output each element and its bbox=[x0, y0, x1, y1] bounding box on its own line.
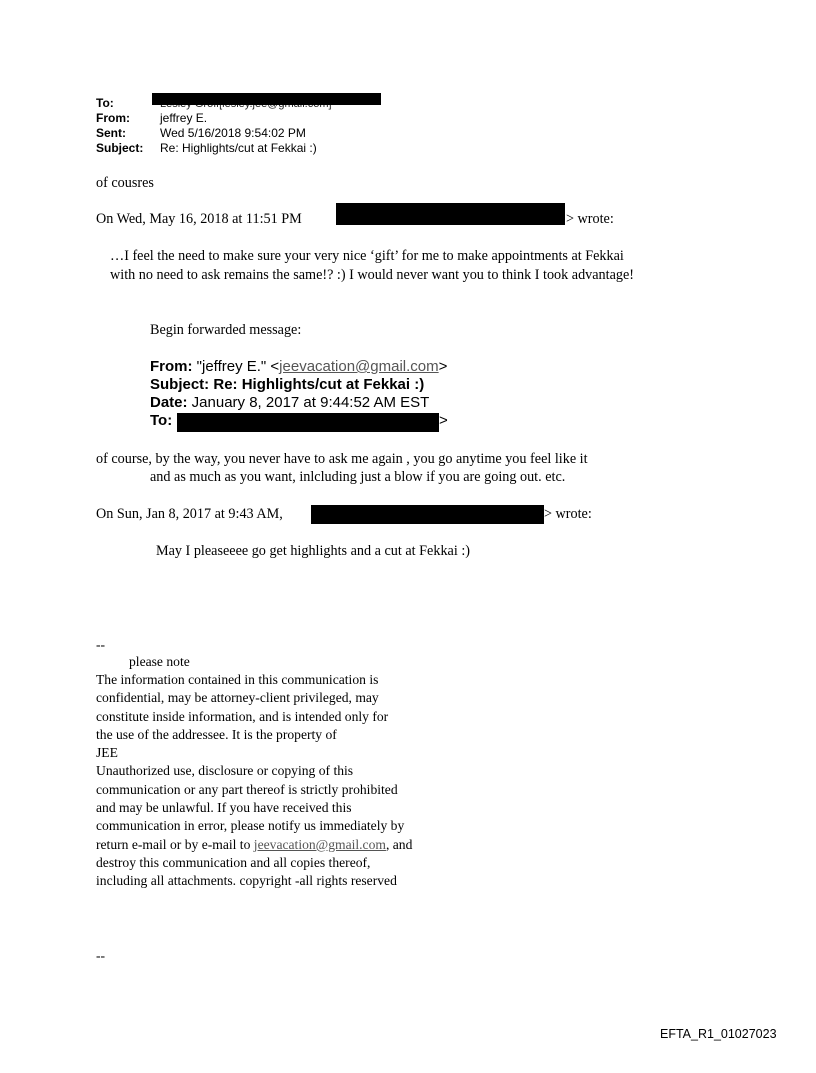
forwarded-to-row bbox=[150, 412, 172, 429]
forwarded-from-label: From: bbox=[150, 358, 193, 375]
disclaimer-line: destroy this communication and all copies thereof, bbox=[96, 854, 371, 870]
disclaimer-line: communication or any part thereof is strictly prohibited bbox=[96, 781, 398, 797]
forwarded-subject-value: Re: Highlights/cut at Fekkai :) bbox=[209, 376, 425, 393]
disclaimer-email-link[interactable]: jeevacation@gmail.com bbox=[253, 836, 386, 852]
header-sent-label: Sent: bbox=[96, 126, 126, 140]
disclaimer-line: JEE bbox=[96, 745, 118, 761]
forwarded-date-label: Date: bbox=[150, 394, 188, 411]
signature-dash-bottom: -- bbox=[96, 948, 106, 963]
disclaimer-line: constitute inside information, and is intended only for bbox=[96, 708, 389, 724]
quote1-line1: …I feel the need to make sure your very nice ‘gift’ for me to make appointments at Fekkai bbox=[110, 248, 624, 264]
redaction-bar bbox=[311, 505, 544, 524]
forwarded-to-close: > bbox=[439, 412, 448, 429]
forwarded-to-label: To: bbox=[150, 412, 173, 429]
signature-disclaimer bbox=[96, 671, 412, 891]
of-course-line2: and as much as you want, inlcluding just a blow if you are going out. etc. bbox=[150, 469, 566, 485]
forwarded-date-value: January 8, 2017 at 9:44:52 AM EST bbox=[187, 394, 430, 411]
forwarded-subject-label: Subject: bbox=[150, 376, 210, 393]
header-sent-row bbox=[96, 127, 306, 139]
header-from-value: jeffrey E. bbox=[160, 111, 208, 125]
disclaimer-email-prefix: return e-mail or by e-mail to bbox=[96, 836, 254, 852]
header-to-label: To: bbox=[96, 96, 114, 110]
forwarded-subject-row bbox=[150, 376, 424, 393]
quote2-attribution-suffix: > wrote: bbox=[544, 506, 592, 522]
header-subject-label: Subject: bbox=[96, 141, 144, 155]
signature-dash-top: -- bbox=[96, 637, 106, 652]
signature-please-note: please note bbox=[129, 654, 190, 669]
redaction-bar bbox=[177, 413, 439, 432]
redaction-bar bbox=[152, 93, 381, 105]
forwarded-from-email-link[interactable]: jeevacation@gmail.com bbox=[279, 358, 439, 375]
redaction-bar bbox=[336, 203, 565, 225]
forwarded-date-row bbox=[150, 394, 429, 411]
header-from-label: From: bbox=[96, 111, 130, 125]
document-id: EFTA_R1_01027023 bbox=[660, 1027, 777, 1041]
disclaimer-line: communication in error, please notify us immediately by bbox=[96, 818, 405, 834]
header-from-row bbox=[96, 112, 207, 124]
disclaimer-email-suffix: , and bbox=[385, 836, 413, 852]
header-subject-row bbox=[96, 142, 317, 154]
quote1-attribution-suffix: > wrote: bbox=[566, 211, 614, 227]
forwarded-begin: Begin forwarded message: bbox=[150, 322, 302, 338]
disclaimer-line: including all attachments. copyright -all rights reserved bbox=[96, 873, 397, 889]
header-subject-value: Re: Highlights/cut at Fekkai :) bbox=[160, 141, 317, 155]
quote1-line2: with no need to ask remains the same!? :) I would never want you to think I took advantage! bbox=[110, 267, 635, 283]
disclaimer-line-email bbox=[96, 836, 412, 854]
forwarded-from-name: "jeffrey E." < bbox=[192, 358, 280, 375]
reply-text: of cousres bbox=[96, 175, 154, 191]
disclaimer-line: confidential, may be attorney-client privileged, may bbox=[96, 690, 379, 706]
of-course-line1: of course, by the way, you never have to ask me again , you go anytime you feel like it bbox=[96, 451, 588, 467]
header-sent-value: Wed 5/16/2018 9:54:02 PM bbox=[160, 126, 306, 140]
quote1-attribution-prefix: On Wed, May 16, 2018 at 11:51 PM bbox=[96, 211, 302, 227]
disclaimer-line: Unauthorized use, disclosure or copying of this bbox=[96, 763, 354, 779]
disclaimer-line: the use of the addressee. It is the property of bbox=[96, 726, 337, 742]
quote2-text: May I pleaseeee go get highlights and a cut at Fekkai :) bbox=[156, 543, 470, 559]
forwarded-from-row bbox=[150, 358, 447, 375]
forwarded-from-close: > bbox=[438, 358, 448, 375]
disclaimer-line: The information contained in this communication is bbox=[96, 672, 379, 687]
disclaimer-line: and may be unlawful. If you have received this bbox=[96, 800, 352, 816]
quote2-attribution-prefix: On Sun, Jan 8, 2017 at 9:43 AM, bbox=[96, 506, 283, 522]
